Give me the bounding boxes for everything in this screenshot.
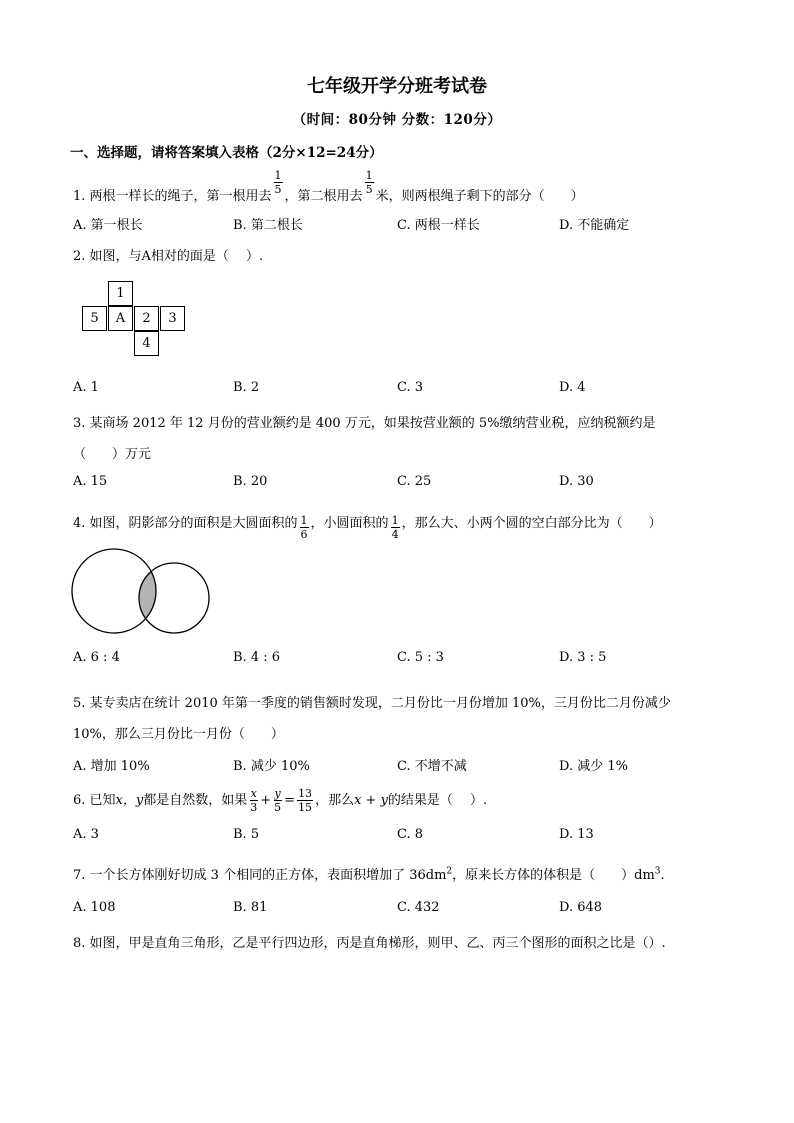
question-2: 2. 如图，与A相对的面是（ ）.	[73, 249, 264, 264]
option-a: A. 增加 10%	[73, 759, 150, 774]
option-d: D. 4	[559, 380, 586, 395]
fraction: $\frac{y}{5}$	[274, 787, 282, 814]
question-5-line-2: 10%，那么三月份比一月份（ ）	[73, 727, 284, 742]
net-cell: A	[108, 306, 133, 331]
option-c: C. 5 : 3	[397, 650, 444, 665]
option-a: A. 3	[73, 827, 99, 842]
overlapping-circles-figure	[70, 546, 212, 638]
option-b: B. 2	[233, 380, 260, 395]
option-b: B. 20	[233, 474, 268, 489]
option-c: C. 3	[397, 380, 424, 395]
option-c: C. 432	[397, 900, 440, 915]
option-d: D. 减少 1%	[559, 759, 628, 774]
net-cell: 5	[82, 306, 107, 331]
option-b: B. 5	[233, 827, 260, 842]
option-c: C. 8	[397, 827, 424, 842]
fraction: $\frac{1}{5}$	[274, 169, 282, 196]
option-b: B. 减少 10%	[233, 759, 310, 774]
option-a: A. 108	[73, 900, 116, 915]
question-8: 8. 如图，甲是直角三角形，乙是平行四边形，丙是直角梯形，则甲、乙、丙三个图形的面积之比是（）.	[73, 936, 666, 951]
fraction: $\frac{x}{3}$	[250, 787, 258, 814]
section-heading: 一、选择题，请将答案填入表格（2分×12=24分）	[70, 145, 383, 161]
question-7: 7. 一个长方体刚好切成 3 个相同的正方体，表面积增加了 $36dm^2$，原来长方体的体积是（ ）$dm^3$.	[73, 866, 665, 883]
option-d: D. 不能确定	[559, 218, 630, 233]
net-cell: 1	[108, 281, 133, 306]
question-1: 1. 两根一样长的绳子，第一根用去 $\frac{1}{5}$ ，第二根用去 $\frac{1}{5}$ 米，则两根绳子剩下的部分（ ）	[73, 169, 584, 204]
net-cell: 3	[160, 306, 185, 331]
fraction: $\frac{1}{4}$	[391, 514, 399, 541]
option-a: A. 1	[73, 380, 99, 395]
option-b: B. 第二根长	[233, 218, 303, 233]
option-d: D. 3 : 5	[559, 650, 607, 665]
option-c: C. 25	[397, 474, 432, 489]
exam-subtitle: （时间：80分钟 分数：120分）	[292, 112, 502, 128]
option-d: D. 30	[559, 474, 594, 489]
question-1-text: 1. 两根一样长的绳子，第一根用去	[73, 189, 272, 204]
option-c: C. 不增不减	[397, 759, 467, 774]
exam-title: 七年级开学分班考试卷	[307, 76, 487, 97]
question-3-line-2: （ ）万元	[73, 447, 152, 462]
option-d: D. 648	[559, 900, 603, 915]
question-6: 6. 已知x，y都是自然数，如果 $\frac{x}{3}$ + $\frac{y}{5}$ = $\frac{13}{15}$ ，那么x + y的结果是（ ）.	[73, 787, 488, 814]
option-a: A. 15	[73, 474, 108, 489]
net-cell: 2	[134, 306, 159, 331]
option-a: A. 第一根长	[73, 218, 143, 233]
net-cell: 4	[134, 331, 159, 356]
fraction: $\frac{1}{5}$	[365, 169, 373, 196]
option-c: C. 两根一样长	[397, 218, 480, 233]
question-3-line-1: 3. 某商场 2012 年 12 月份的营业额约是 400 万元，如果按营业额的 5%缴纳营业税，应纳税额约是	[73, 416, 656, 431]
question-4: 4. 如图，阴影部分的面积是大圆面积的 $\frac{1}{6}$ ，小圆面积的 $\frac{1}{4}$ ，那么大、小两个圆的空白部分比为（ ）	[73, 514, 662, 541]
fraction: $\frac{13}{15}$	[298, 787, 313, 814]
option-b: B. 4 : 6	[233, 650, 281, 665]
question-5-line-1: 5. 某专卖店在统计 2010 年第一季度的销售额时发现，二月份比一月份增加 10%，三月份比二月份减少	[73, 696, 671, 711]
option-b: B. 81	[233, 900, 268, 915]
option-d: D. 13	[559, 827, 594, 842]
option-a: A. 6 : 4	[73, 650, 120, 665]
fraction: $\frac{1}{6}$	[300, 514, 308, 541]
